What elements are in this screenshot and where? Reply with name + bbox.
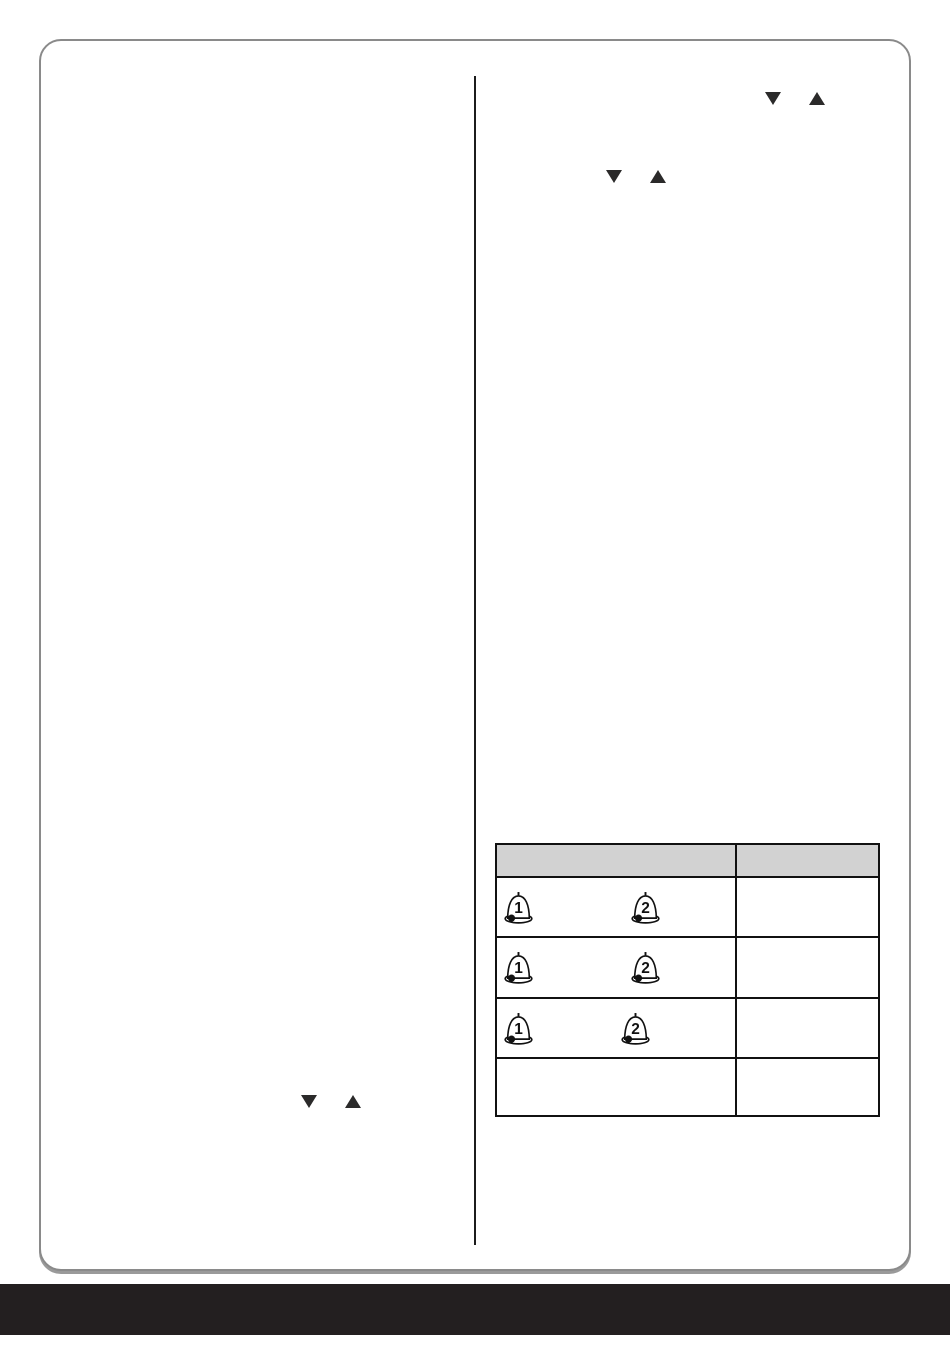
page-frame — [39, 39, 911, 1271]
empty-cell — [736, 998, 879, 1058]
table-header-row — [496, 844, 879, 877]
table-header-cell-left — [496, 844, 736, 877]
table-row — [496, 937, 879, 998]
bell-2-icon — [631, 891, 660, 924]
arrow-pair-2 — [606, 170, 666, 183]
bell-1-number: 1 — [514, 959, 523, 977]
column-divider — [474, 76, 476, 1245]
arrow-down-icon — [606, 170, 622, 183]
bell-1-number: 1 — [514, 899, 523, 917]
bell-1-icon — [504, 951, 533, 984]
bell-1-icon — [504, 891, 533, 924]
empty-cell — [496, 1058, 736, 1116]
bell-1-number: 1 — [514, 1020, 523, 1038]
bells-cell — [496, 998, 736, 1058]
bell-2-number: 2 — [631, 1020, 640, 1038]
bell-2-icon — [631, 951, 660, 984]
arrow-pair-3 — [301, 1095, 361, 1108]
table-row — [496, 877, 879, 937]
table-row — [496, 1058, 879, 1116]
empty-cell — [736, 1058, 879, 1116]
table-row — [496, 998, 879, 1058]
table-header-cell-right — [736, 844, 879, 877]
footer-bar — [0, 1284, 950, 1335]
empty-cell — [736, 877, 879, 937]
empty-cell — [736, 937, 879, 998]
bell-2-number: 2 — [641, 959, 650, 977]
bell-2-number: 2 — [641, 899, 650, 917]
arrow-up-icon — [650, 170, 666, 183]
arrow-pair-1 — [765, 92, 825, 105]
bells-cell — [496, 937, 736, 998]
arrow-down-icon — [301, 1095, 317, 1108]
arrow-up-icon — [809, 92, 825, 105]
bell-1-icon — [504, 1012, 533, 1045]
ringer-pattern-table — [495, 843, 880, 1117]
arrow-down-icon — [765, 92, 781, 105]
bells-cell — [496, 877, 736, 937]
arrow-up-icon — [345, 1095, 361, 1108]
bell-2-icon — [621, 1012, 650, 1045]
